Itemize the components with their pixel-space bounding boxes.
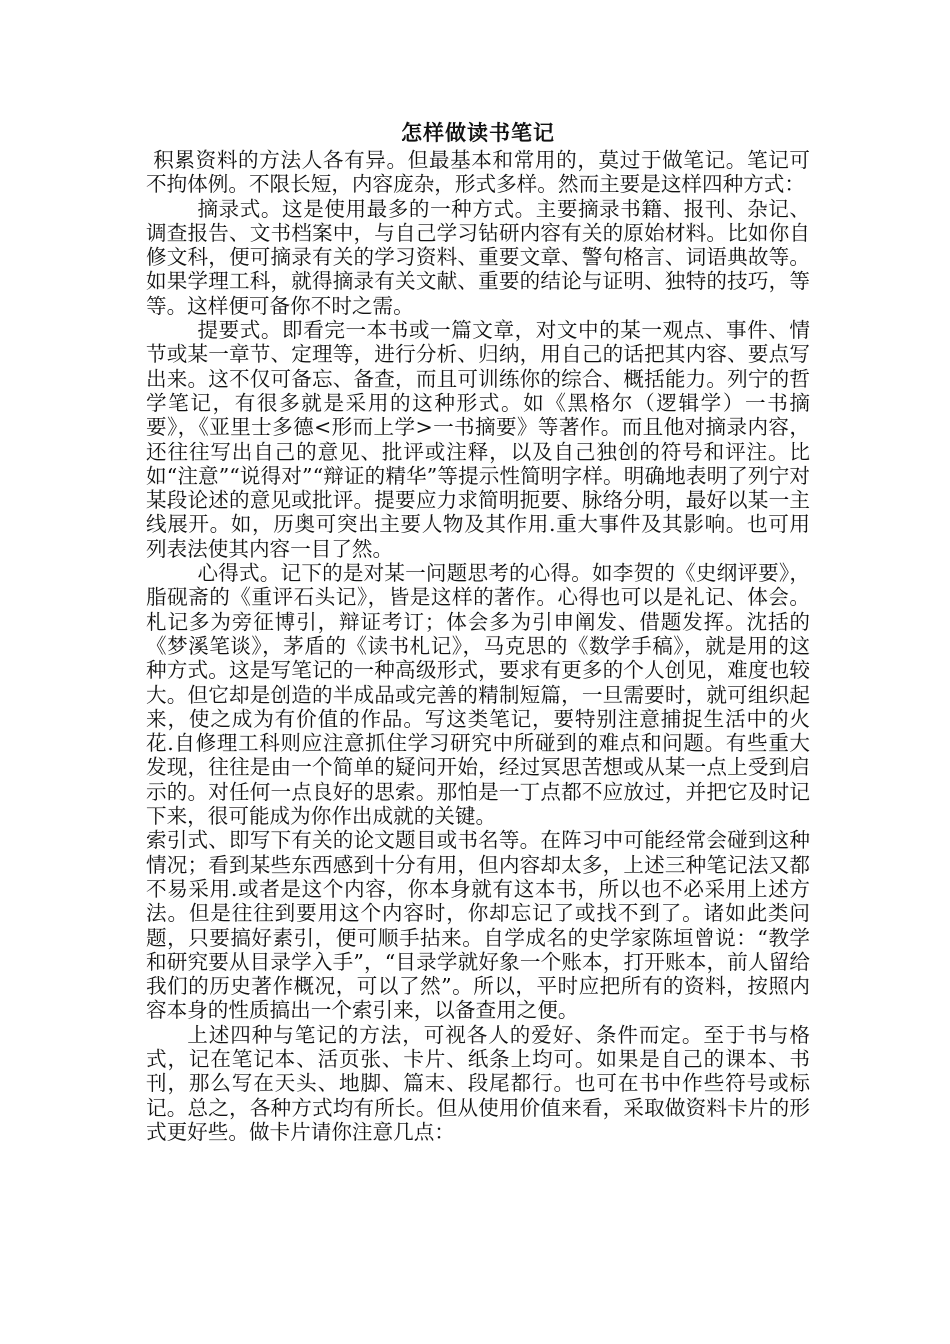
excerpt-method-paragraph: 摘录式。这是使用最多的一种方式。主要摘录书籍、报刊、杂记、调查报告、文书档案中，与自己学习钻研内容有关的原始材料。比如你自修文科，便可摘录有关的学习资料、重要文章、警句格言、词语典故等。如果学理工科，就得摘录有关文献、重要的结论与证明、独特的技巧，等等。这样便可备你不时之需。 (146, 196, 810, 318)
conclusion-paragraph: 上述四种与笔记的方法，可视各人的爱好、条件而定。至于书与格式，记在笔记本、活页张、卡片、纸条上均可。如果是自己的课本、书刊，那么写在天头、地脚、篇末、段尾都行。也可在书中作些符号或标记。总之，各种方式均有所长。但从使用价值来看，采取做资料卡片的形式更好些。做卡片请你注意几点： (146, 1022, 810, 1144)
index-method-paragraph: 索引式、即写下有关的论文题目或书名等。在阵习中可能经常会碰到这种情况；看到某些东西感到十分有用，但内容却太多，上述三种笔记法又都不易采用.或者是这个内容，你本身就有这本书，所以也不必采用上述方法。但是往往到要用这个内容时，你却忘记了或找不到了。诸如此类问题，只要搞好素引，便可顺手拈来。自学成名的史学家陈垣曾说：“教学和研究要从目录学入手”，“目录学就好象一个账本，打开账本，前人留给我们的历史著作概况，可以了然”。所以，平时应把所有的资料，按照内容本身的性质搞出一个索引来，以备查用之便。 (146, 828, 810, 1023)
insight-method-paragraph: 心得式。记下的是对某一问题思考的心得。如李贺的《史纲评要》，脂砚斋的《重评石头记》，皆是这样的著作。心得也可以是礼记、体会。札记多为旁征博引，辩证考订；体会多为引申阐发、借题发挥。沈括的《梦溪笔谈》，茅盾的《读书札记》，马克思的《数学手稿》，就是用的这种方式。这是写笔记的一种高级形式，要求有更多的个人创见，难度也较大。但它却是创造的半成品或完善的精制短篇，一旦需要时，就可组织起来，使之成为有价值的作品。写这类笔记，要特别注意捕捉生活中的火花.自修理工科则应注意抓住学习研究中所碰到的难点和问题。有些重大发现，往往是由一个简单的疑问开始，经过冥思苦想或从某一点上受到启示的。对任何一点良好的思索。那怕是一丁点都不应放过，并把它及时记下来，很可能成为你作出成就的关键。 (146, 561, 810, 829)
summary-method-paragraph: 提要式。即看完一本书或一篇文章，对文中的某一观点、事件、情节或某一章节、定理等，进行分析、归纳，用自己的话把其内容、要点写出来。这不仅可备忘、备查，而且可训练你的综合、概括能力。列宁的哲学笔记，有很多就是采用的这种形式。如《黑格尔（逻辑学）一书摘要》，《亚里士多德<形而上学>一书摘要》等著作。而且他对摘录内容，还往往写出自己的意见、批评或注释，以及自己独创的符号和评注。比如“注意”“说得对”“辩证的精华”等提示性简明字样。明确地表明了列宁对某段论述的意见或批评。提要应力求简明扼要、脉络分明，最好以某一主线展开。如，历奥可突出主要人物及其作用.重大事件及其影响。也可用列表法使其内容一目了然。 (146, 318, 810, 561)
document-body (146, 118, 810, 1144)
intro-paragraph: 积累资料的方法人各有异。但最基本和常用的，莫过于做笔记。笔记可不拘体例。不限长短，内容庞杂，形式多样。然而主要是这样四种方式： (146, 148, 810, 197)
document-title: 怎样做读书笔记 (401, 120, 555, 145)
